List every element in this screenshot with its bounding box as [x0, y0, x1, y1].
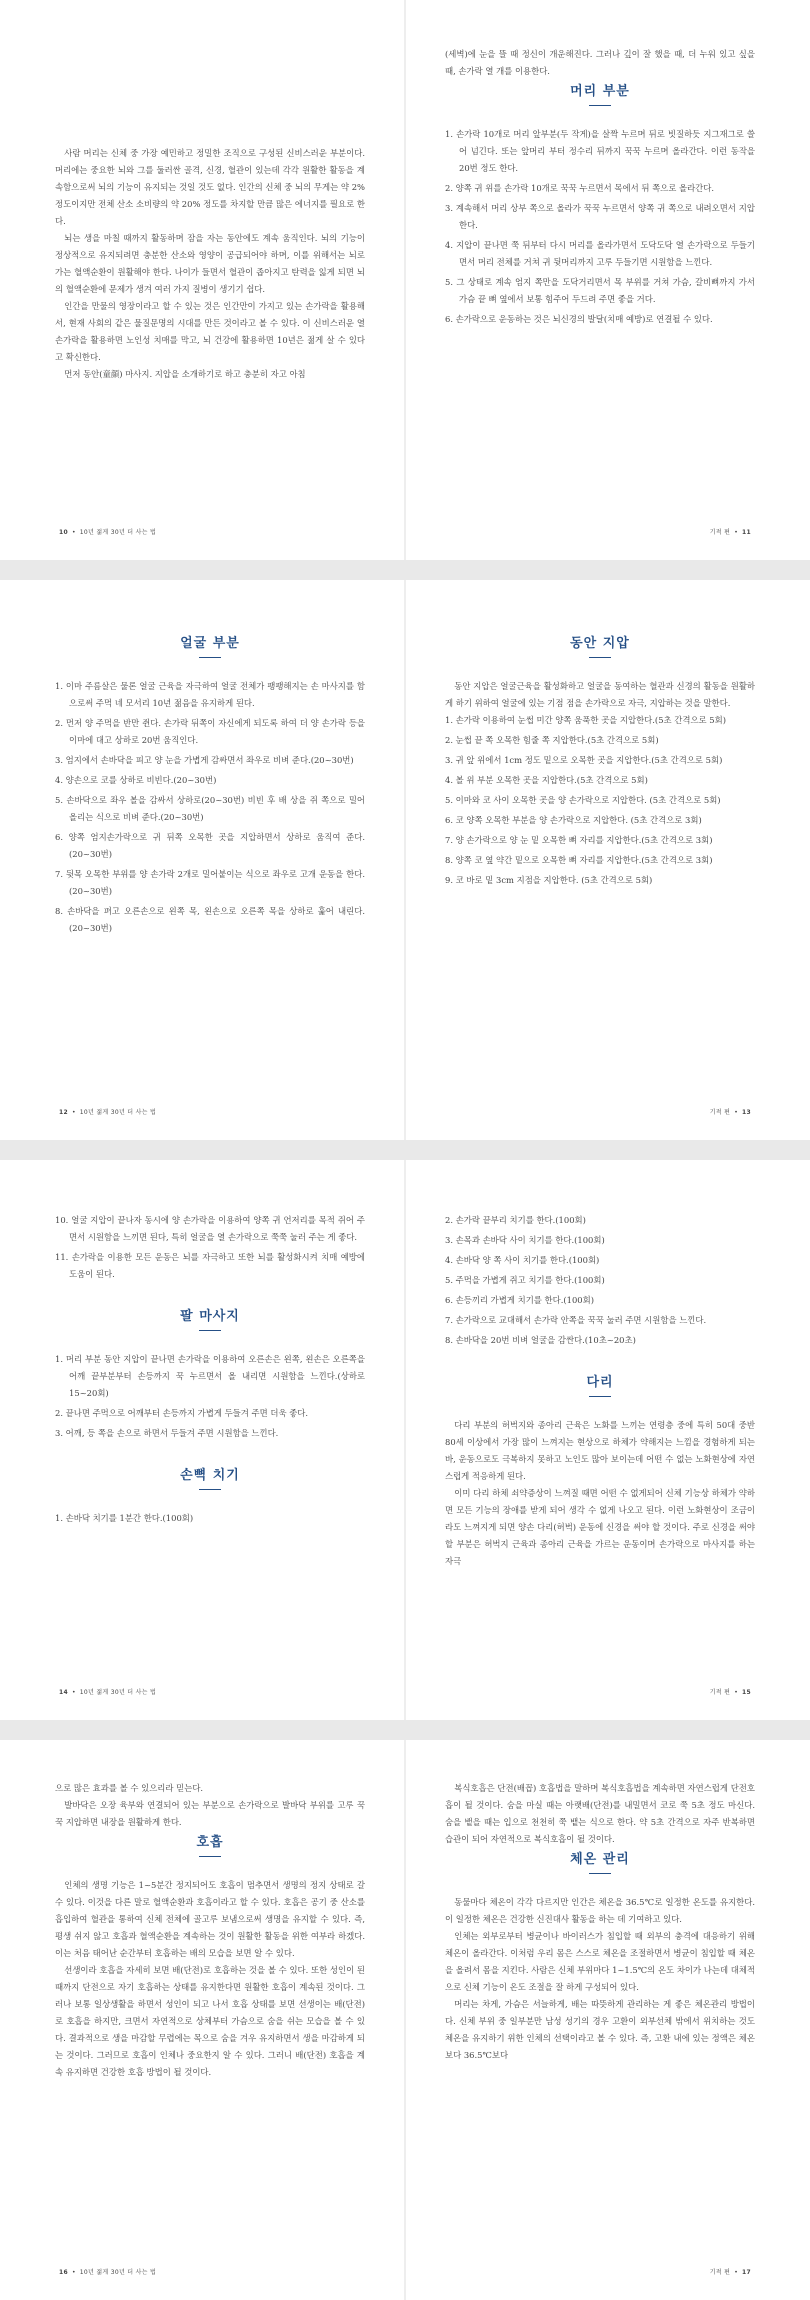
list-item: 1. 손가락 10개로 머리 앞부분(두 작게)을 살짝 누르며 뒤로 빗질하듯 지그재그로 쓸어 넘긴다. 또는 앞머리 부터 정수리 뒤까지 꾹꾹 누르며 올라간다. 이런 동작을 20번 정도 한다. — [445, 129, 755, 173]
page — [405, 0, 810, 560]
spread — [0, 1160, 810, 1720]
footer-separator: • — [734, 529, 739, 536]
list-item: 7. 뒷목 오목한 부위를 양 손가락 2개로 밀어붙이는 식으로 좌우로 고개 운동을 한다.(20~30번) — [55, 869, 365, 896]
page-content — [445, 580, 755, 889]
footer-separator: • — [734, 2269, 739, 2276]
list-item: 3. 손목과 손바닥 사이 치기를 한다.(100회) — [445, 1235, 605, 1245]
spread — [0, 0, 810, 560]
list-item: 7. 손가락으로 교대해서 손가락 안쪽을 꾹꾹 눌러 주면 시원함을 느낀다. — [445, 1315, 707, 1325]
list-item: 4. 볼 위 부분 오목한 곳을 지압한다.(5초 간격으로 5회) — [445, 775, 648, 785]
list-item: 6. 손등끼리 가볍게 치기를 한다.(100회) — [445, 1295, 594, 1305]
list-item: 8. 손바닥을 펴고 오른손으로 왼쪽 목, 왼손으로 오른쪽 목을 상하로 훑어 내린다.(20~30번) — [55, 906, 365, 933]
section-heading: 다리 — [586, 1375, 614, 1390]
running-title: 기적 편 — [709, 2269, 731, 2276]
section-heading: 얼굴 부분 — [180, 636, 240, 651]
page-number: 11 — [742, 529, 751, 536]
page-number: 17 — [742, 2269, 751, 2276]
page-content — [55, 0, 365, 383]
list-item: 8. 손바닥을 20번 비벼 얼굴을 감싼다.(10초~20초) — [445, 1335, 636, 1345]
page — [0, 0, 405, 560]
list-item: 11. 손가락을 이용한 모든 운동은 뇌를 자극하고 또한 뇌를 활성화시켜 치매 예방에 도움이 된다. — [55, 1252, 365, 1279]
heading-underline — [199, 1330, 221, 1331]
body-paragraph: 다리 부분의 허벅지와 종아리 근육은 노화를 느끼는 연령층 중에 특히 50대 중반 80세 이상에서 가장 많이 느껴지는 현상으로 하체가 약해지는 느낌을 경험하게 되는 바, 운동으로도 극복하지 못하고 노인도 많아 보이는데 어떤 수 없는 노화현상에 자연스럽게 적응하게 된다. — [445, 1420, 755, 1481]
page-number: 13 — [742, 1109, 751, 1116]
section-heading: 호흡 — [196, 1835, 224, 1850]
page — [0, 1740, 405, 2300]
list-item: 9. 코 바로 밑 3cm 지점을 지압한다. (5초 간격으로 5회) — [445, 875, 653, 885]
list-item: 3. 어깨, 등 쪽을 손으로 하면서 두들겨 주면 시원함을 느낀다. — [55, 1428, 279, 1438]
list-item: 5. 손바닥으로 좌우 볼을 감싸서 상하로(20~30번) 비빈 후 배 상을 쥐 쪽으로 밀어 올리는 식으로 비벼 준다.(20~30번) — [55, 795, 365, 822]
list-item: 3. 귀 앞 위에서 1cm 정도 밑으로 오목한 곳을 지압한다.(5초 간격으로 5회) — [445, 755, 723, 765]
page — [405, 580, 810, 1140]
running-title: 10년 젊게 30년 더 사는 법 — [79, 2269, 157, 2276]
footer-separator: • — [71, 2269, 76, 2276]
heading-underline — [199, 1856, 221, 1857]
footer-separator: • — [71, 1109, 76, 1116]
heading-underline — [589, 1873, 611, 1874]
footer-separator: • — [71, 1689, 76, 1696]
numbered-list — [55, 1510, 365, 1527]
body-paragraph: 으로 많은 효과를 볼 수 있으리라 믿는다. — [55, 1783, 204, 1793]
list-item: 2. 손가락 끝부리 치기를 한다.(100회) — [445, 1215, 586, 1225]
page-number: 14 — [59, 1689, 68, 1696]
page-number: 16 — [59, 2269, 68, 2276]
page-footer — [55, 2267, 156, 2276]
heading-underline — [589, 105, 611, 106]
list-item: 2. 눈썹 끝 쪽 오목한 힘줄 쪽 지압한다.(5초 간격으로 5회) — [445, 735, 659, 745]
page — [0, 1160, 405, 1720]
section-heading: 동안 지압 — [570, 636, 630, 651]
running-title: 10년 젊게 30년 더 사는 법 — [79, 1689, 157, 1696]
list-item: 7. 양 손가락으로 양 눈 밑 오목한 뼈 자리를 지압한다.(5초 간격으로 3회) — [445, 835, 713, 845]
list-item: 5. 이마와 코 사이 오목한 곳을 양 손가락으로 지압한다. (5초 간격으로 5회) — [445, 795, 721, 805]
section-heading: 체온 관리 — [570, 1852, 630, 1867]
heading-underline — [199, 657, 221, 658]
body-paragraph: 인간을 만물의 영장이라고 할 수 있는 것은 인간만이 가지고 있는 손가락을 활용해서, 현재 사회의 같은 물질문명의 시대를 만든 것이라고 볼 수 있다. 이 신비스러운 열 손가락을 활용하면 노인성 치매를 막고, 뇌 건강에 활용하면 10년은 젊게 살 수 있다고 확신한다. — [55, 301, 365, 362]
body-paragraph: 뇌는 생을 마칠 때까지 활동하며 잠을 자는 동안에도 계속 움직인다. 뇌의 기능이 정상적으로 유지되려면 충분한 산소와 영양이 공급되어야 하며, 이를 위해서는 뇌로 가는 혈액순환이 원활해야 한다. 나이가 들면서 혈관이 좁아지고 탄력을 잃게 되면 뇌의 혈액순환에 문제가 생겨 여러 가지 질병이 생기기 쉽다. — [55, 233, 365, 294]
list-item: 6. 양쪽 엄지손가락으로 귀 뒤쪽 오목한 곳을 지압하면서 상하로 움직여 준다.(20~30번) — [55, 832, 365, 859]
heading-underline — [589, 1396, 611, 1397]
page-content — [55, 1160, 365, 1527]
page-number: 15 — [742, 1689, 751, 1696]
list-item: 10. 얼굴 지압이 끝나자 동시에 양 손가락을 이용하여 양쪽 귀 언저리를 목적 쥐어 주면서 시원함을 느끼면 된다, 특히 얼굴을 열 손가락으로 쭉쭉 눌러 주는 게 좋다. — [55, 1215, 365, 1242]
page — [405, 1740, 810, 2300]
page-footer — [55, 1687, 156, 1696]
running-title: 기적 편 — [709, 1109, 731, 1116]
numbered-list — [445, 712, 755, 889]
body-paragraph: 먼저 동안(童顔) 마사지. 지압을 소개하기로 하고 충분히 자고 아침 — [64, 369, 306, 379]
page-footer — [710, 1107, 755, 1116]
body-paragraph: 선생이라 호흡을 자세히 보면 배(단전)로 호흡하는 것을 볼 수 있다. 또한 성인이 된 때까지 단전으로 자기 호흡하는 상태를 유지한다면 원활한 호흡이 계속된 것이다. 그러나 보통 일상생활을 하면서 성인이 되고 나서 호흡 상태를 보면 선생이는 배(단전)로 호흡을 하지만, 크면서 자연적으로 상체부터 가슴으로 숨을 쉬는 모습을 볼 수 있다. 결과적으로 생을 마감할 무렵에는 목으로 숨을 겨우 유지하면서 생을 마감하게 되는 것이다. 그러므로 호흡이 인체나 중요한지 알 수 있다. 그러니 배(단전) 호흡을 계속 유지하면 건강한 호흡 방법이 될 것이다. — [55, 1965, 365, 2077]
page-content — [445, 0, 755, 328]
list-item: 2. 양쪽 귀 위를 손가락 10개로 꾹꾹 누르면서 목에서 뒤 쪽으로 올라간다. — [445, 183, 715, 193]
list-item: 5. 주먹을 가볍게 쥐고 치기를 한다.(100회) — [445, 1275, 605, 1285]
page-number: 10 — [59, 529, 68, 536]
page — [0, 580, 405, 1140]
running-title: 10년 젊게 30년 더 사는 법 — [79, 529, 157, 536]
list-item: 4. 지압이 끝나면 쭉 뒤부터 다시 머리를 올라가면서 도닥도닥 열 손가락으로 두들기면서 머리 전체를 거쳐 귀 뒷머리까지 고루 두들기면 시원함을 느낀다. — [445, 240, 755, 267]
page-content — [55, 580, 365, 937]
running-title: 기적 편 — [709, 529, 731, 536]
page-footer — [710, 2267, 755, 2276]
page-content — [445, 1740, 755, 2064]
body-paragraph: 인체의 생명 기능은 1~5분간 정지되어도 호흡이 멈추면서 생명의 정지 상태로 갈 수 있다. 이것을 다른 말로 혈액순환과 호흡이라고 할 수 있다. 호흡은 공기 중 산소를 흡입하여 혈관을 통하여 신체 전체에 골고루 보냄으로써 생명을 유지할 수 있다. 즉, 평생 쉬지 않고 호흡과 혈액순환을 계속하는 것이 원활한 활동을 위한 여부라 하겠다. 이는 처음 태어난 순간부터 호흡하는 배의 모습을 보면 알 수 있다. — [55, 1880, 365, 1958]
list-item: 3. 계속해서 머리 상부 쪽으로 올라가 꾹꾹 누르면서 양쪽 귀 쪽으로 내려오면서 지압한다. — [445, 203, 755, 230]
heading-underline — [589, 657, 611, 658]
numbered-list — [445, 126, 755, 328]
page-content — [55, 1740, 365, 2081]
numbered-list — [55, 1351, 365, 1442]
running-title: 기적 편 — [709, 1689, 731, 1696]
body-paragraph: 동물마다 체온이 각각 다르지만 인간은 체온을 36.5℃로 일정한 온도를 유지한다. 이 일정한 체온은 건강한 신진대사 활동을 하는 데 기여하고 있다. — [445, 1897, 755, 1924]
numbered-list — [445, 1212, 755, 1349]
page — [405, 1160, 810, 1720]
list-item: 2. 먼저 양 주먹을 반만 쥔다. 손가락 뒤쪽이 자신에게 되도록 하여 더 양 손가락 등을 이마에 대고 상하로 20번 움직인다. — [55, 718, 365, 745]
body-paragraph: 이미 다리 하체 쇠약증상이 느껴질 때면 어떤 수 없게되어 신체 기능상 하체가 약하면 모든 기능의 장애를 받게 되어 생각 수 없게 나오고 된다. 이런 노화현상이 조금이라도 느껴지게 되면 양손 다리(허벅) 운동에 신경을 써야 할 것이다. 주로 신경을 써야 할 부분은 허벅지 근육과 종아리 근육을 가르는 운동이며 손가락으로 마사지를 하는 자극 — [445, 1488, 755, 1566]
section-heading: 손뼉 치기 — [180, 1468, 240, 1483]
body-paragraph: 인체는 외부로부터 병균이나 바이러스가 침입할 때 외부의 충격에 대응하기 위해 체온이 올라간다. 이처럼 우리 몸은 스스로 체온을 조절하면서 병균이 침입할 때 체온을 올려서 몸을 지킨다. 사람은 신체 부위마다 1~1.5℃의 온도 차이가 나는데 대체적으로 신체 기능이 온도 조절을 잘 하게 구성되어 있다. — [445, 1931, 755, 1992]
page-footer — [55, 527, 156, 536]
body-paragraph: (세벽)에 눈을 뜰 때 정신이 개운해진다. 그러나 깊이 잘 했을 때, 더 누워 있고 싶을 때, 손가락 열 개를 이용한다. — [445, 49, 755, 76]
list-item: 4. 양손으로 코를 상하로 비빈다.(20~30번) — [55, 775, 217, 785]
body-paragraph: 사람 머리는 신체 중 가장 예민하고 정밀한 조직으로 구성된 신비스러운 부분이다. 머리에는 중요한 뇌와 그를 둘러싼 골격, 신경, 혈관이 있는데 각각 원활한 활동을 계속함으로써 뇌의 기능이 유지되는 것일 것도 없다. 인간의 신체 중 뇌의 무게는 약 2% 정도이지만 전체 산소 소비량의 약 20% 정도를 차지할 만큼 많은 에너지를 필요로 한다. — [55, 148, 365, 226]
list-item: 2. 끝나면 주먹으로 어깨부터 손등까지 가볍게 두들겨 주면 더욱 좋다. — [55, 1408, 309, 1418]
heading-underline — [199, 1489, 221, 1490]
body-paragraph: 발바닥은 오장 육부와 연결되어 있는 부분으로 손가락으로 발바닥 부위를 고루 꾹꾹 지압하면 내장을 원활하게 한다. — [55, 1800, 365, 1827]
numbered-list — [55, 678, 365, 937]
page-footer — [710, 527, 755, 536]
list-item: 1. 손바닥 치기를 1분간 한다.(100회) — [55, 1513, 194, 1523]
body-paragraph: 머리는 차게, 가슴은 서늘하게, 배는 따뜻하게 관리하는 게 좋은 체온관리 방법이다. 신체 부위 중 일부분만 남성 성기의 경우 고환이 외부선체 밖에서 위치하는 것도 체온을 유지하기 위한 인체의 선택이라고 볼 수 있다. 즉, 고환 내에 있는 정액은 체온보다 36.5℃보다 — [445, 1999, 755, 2060]
list-item: 1. 이마 주름살은 물론 얼굴 근육을 자극하여 얼굴 전체가 팽팽해지는 손 마사지를 함으로써 주먹 네 모서리 10년 젊음을 유지하게 된다. — [55, 681, 365, 708]
page-footer — [55, 1107, 156, 1116]
body-paragraph: 복식호흡은 단전(배꼽) 호흡법을 말하며 복식호흡법을 계속하면 자연스럽게 단전호흡이 될 것이다. 숨을 마실 때는 아랫배(단전)를 내밀면서 코로 쭉 5초 정도 마신다. 숨을 뱉을 때는 입으로 천천히 쭉 뱉는 식으로 한다. 약 5초 간격으로 자주 반복하면 습관이 되어 자연적으로 복식호흡이 될 것이다. — [445, 1783, 755, 1844]
body-paragraph: 동안 지압은 얼굴근육을 활성화하고 얼굴을 동여하는 혈관과 신경의 활동을 원활하게 하기 위하여 얼굴에 있는 기점 점을 손가락으로 자극, 지압하는 것을 말한다. — [445, 681, 755, 708]
list-item: 6. 손가락으로 운동하는 것은 뇌신경의 발달(치매 예방)로 연결될 수 있다. — [445, 314, 713, 324]
section-heading: 팔 마사지 — [180, 1309, 240, 1324]
list-item: 5. 그 상태로 계속 엄지 쪽만을 도닥거리면서 목 부위를 거쳐 가슴, 갈비뼈까지 가서 가슴 끝 뼈 옆에서 보통 힘주어 두드려 주면 좋을 거다. — [445, 277, 755, 304]
list-item: 8. 양쪽 코 옆 약간 밑으로 오목한 뼈 자리를 지압한다.(5초 간격으로 3회) — [445, 855, 713, 865]
list-item: 4. 손바닥 양 쪽 사이 치기를 한다.(100회) — [445, 1255, 600, 1265]
running-title: 10년 젊게 30년 더 사는 법 — [79, 1109, 157, 1116]
list-item: 3. 엄지에서 손바닥을 피고 양 눈을 가볍게 감싸면서 좌우로 비벼 준다.(20~30번) — [55, 755, 354, 765]
page-footer — [710, 1687, 755, 1696]
section-heading: 머리 부분 — [570, 84, 630, 99]
list-item: 6. 코 양쪽 오목한 부분을 양 손가락으로 지압한다. (5초 간격으로 3회) — [445, 815, 702, 825]
page-content — [445, 1160, 755, 1570]
spread — [0, 1740, 810, 2300]
list-item: 1. 머리 부분 동안 지압이 끝나면 손가락을 이용하여 오른손은 왼쪽, 왼손은 오른쪽을 어깨 끝부분부터 손등까지 꾹 누르면서 올 내리면 시원함을 느낀다.(상하로 15~20회) — [55, 1354, 365, 1398]
numbered-list — [55, 1212, 365, 1283]
footer-separator: • — [71, 529, 76, 536]
spread — [0, 580, 810, 1140]
footer-separator: • — [734, 1689, 739, 1696]
page-number: 12 — [59, 1109, 68, 1116]
footer-separator: • — [734, 1109, 739, 1116]
list-item: 1. 손가락 이용하여 눈썹 미간 양쪽 움푹한 곳을 지압한다.(5초 간격으로 5회) — [445, 715, 726, 725]
